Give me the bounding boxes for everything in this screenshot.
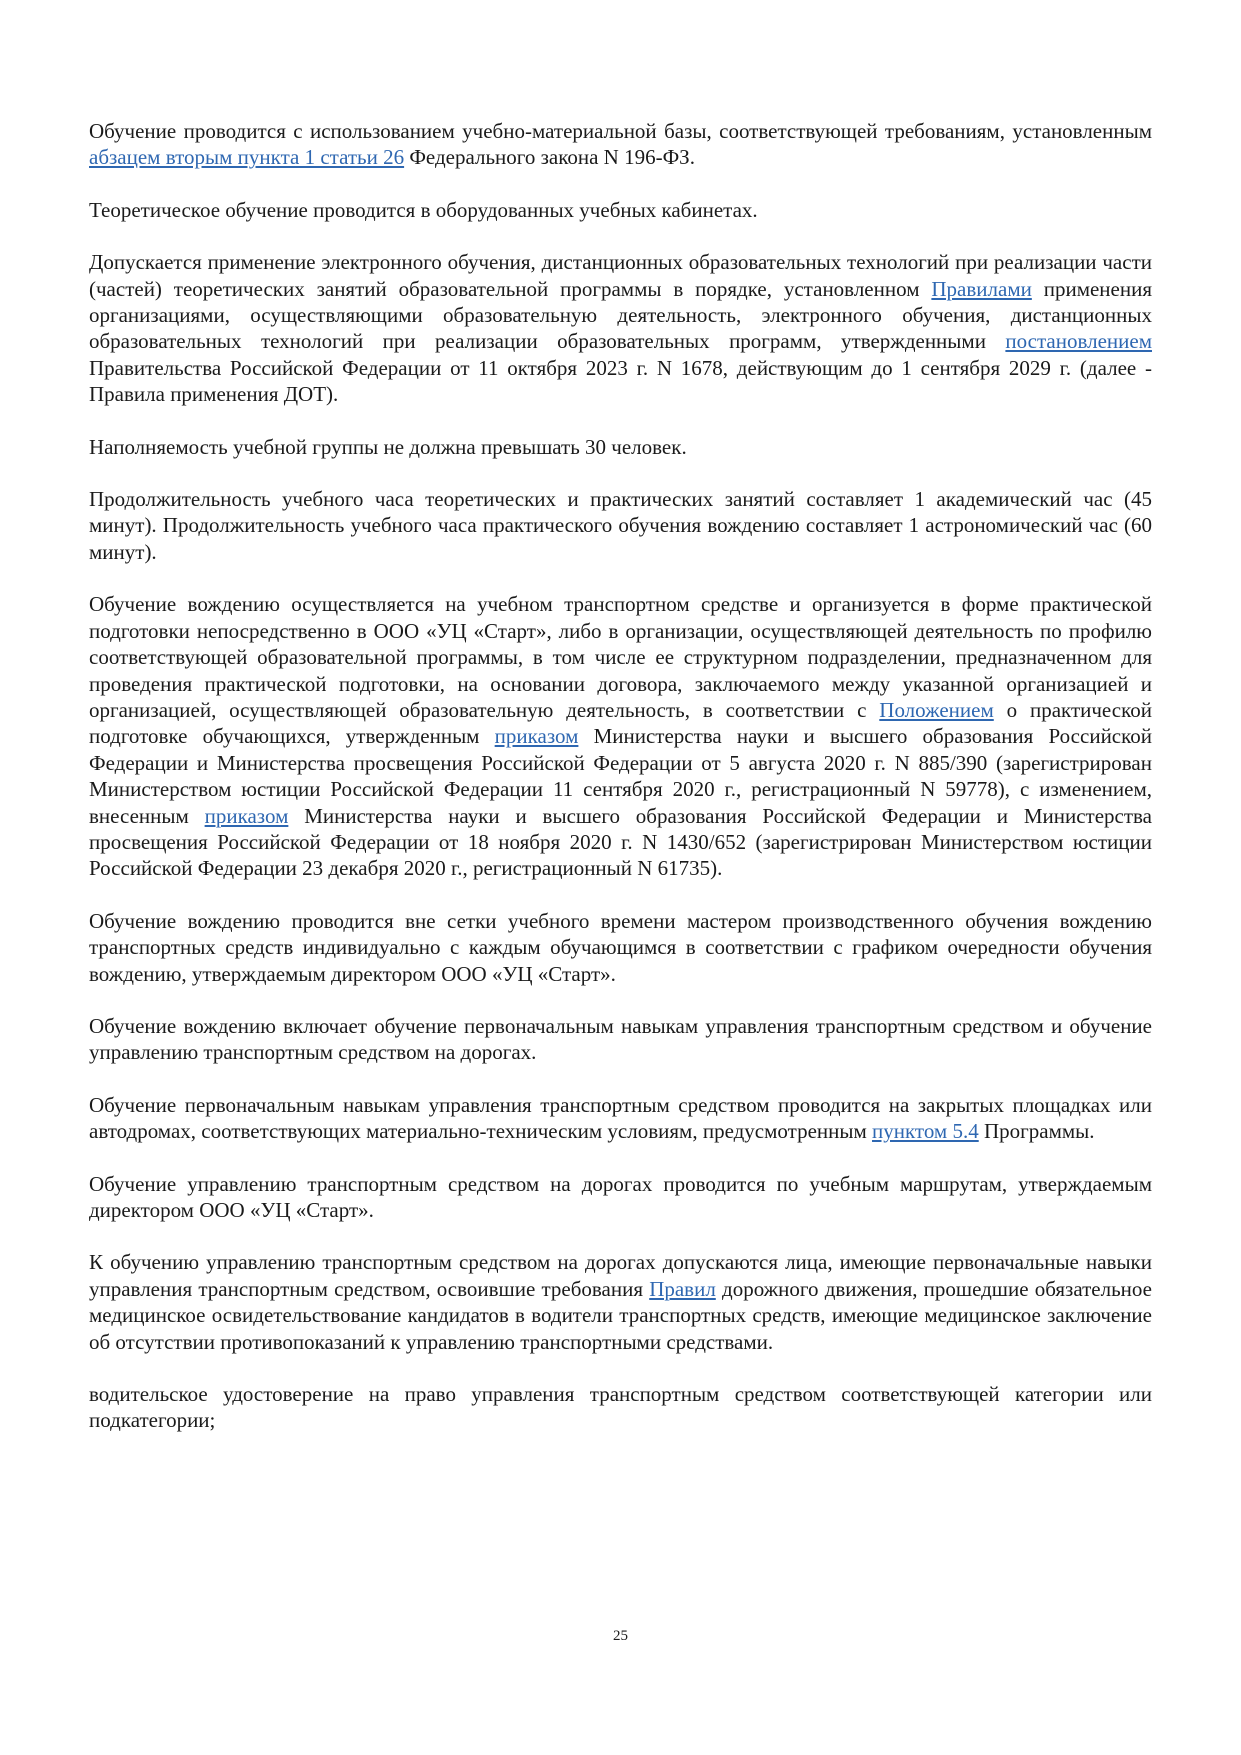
link-federal-law-article-26[interactable]: абзацем вторым пункта 1 статьи 26 <box>89 145 405 170</box>
text: Продолжительность учебного часа теоретических и практических занятий составляет 1 академический час (45 минут). Продолжительность учебного часа практического обучения вождению составляет 1 астрономический час (60 минут). <box>89 487 1152 564</box>
text: Обучение вождению осуществляется на учебном транспортном средстве и организуется в форме практической подготовки непосредственно в ООО «УЦ «Старт», либо в организации, осуществляющей деятельность по профилю соответствующей образовательной программы, в том числе ее структурном подразделении, предназначенном для проведения практической подготовки, на основании договора, заключаемого между указанной организацией и организацией, осуществляющей образовательную деятельность, в соответствии с <box>89 592 1152 722</box>
text: Обучение проводится с использованием учебно-материальной базы, соответствующей требованиям, установленным <box>89 119 1152 143</box>
paragraph-road-admission <box>89 1249 1152 1355</box>
paragraph-material-base <box>89 118 1152 171</box>
text: Министерства науки и высшего образования Российской Федерации и Министерства просвещения Российской Федерации от 5 августа 2020 г. N 885/390 (зарегистрирован Министерством юстиции Российской Федерации 11 сентября 2020 г., регистрационный N 59778), с изменением, внесенным <box>89 724 1152 828</box>
text: К обучению управлению транспортным средством на дорогах допускаются лица, имеющие первоначальные навыки управления транспортным средством, освоившие требования <box>89 1250 1152 1301</box>
link-order-1430-652[interactable]: приказом <box>204 803 289 828</box>
text: водительское удостоверение на право управления транспортным средством соответствующей категории или подкатегории; <box>89 1382 1152 1433</box>
text: Министерства науки и высшего образования Российской Федерации и Министерства просвещения Российской Федерации от 18 ноября 2020 г. N 1430/652 (зарегистрирован Министерством юстиции Российской Федерации 23 декабря 2020 г., регистрационный N 61735). <box>89 803 1152 881</box>
link-regulation[interactable]: Положением <box>879 697 994 722</box>
text: Допускается применение электронного обучения, дистанционных образовательных технологий при реализации части (частей) теоретических занятий образовательной программы в порядке, установленном <box>89 250 1152 301</box>
link-traffic-rules[interactable]: Правил <box>649 1276 716 1301</box>
text: Обучение вождению включает обучение первоначальным навыкам управления транспортным средством и обучение управлению транспортным средством на дорогах. <box>89 1013 1152 1065</box>
text: Правительства Российской Федерации от 11 октября 2023 г. N 1678, действующим до 1 сентября 2029 г. (далее - Правила применения ДОТ). <box>89 355 1152 407</box>
paragraph-group-size <box>89 434 1152 460</box>
text: Программы. <box>978 1119 1095 1144</box>
page-number: 25 <box>613 1628 628 1644</box>
paragraph-road-routes <box>89 1171 1152 1224</box>
text: Наполняемость учебной группы не должна превышать 30 человек. <box>89 434 687 459</box>
paragraph-driver-license <box>89 1381 1152 1434</box>
paragraph-distance-learning <box>89 249 1152 407</box>
text: о практической подготовке обучающихся, утвержденным <box>89 697 1152 749</box>
paragraph-lesson-duration <box>89 486 1152 565</box>
link-rules[interactable]: Правилами <box>931 276 1032 301</box>
paragraph-theoretical-training <box>89 197 1152 223</box>
text: Обучение вождению проводится вне сетки учебного времени мастером производственного обучения вождению транспортных средств индивидуально с каждым обучающимся в соответствии с графиком очередности обучения вождению, утверждаемым директором ООО «УЦ «Старт». <box>89 908 1152 986</box>
link-resolution[interactable]: постановлением <box>1005 329 1152 354</box>
text: Федерального закона N 196-ФЗ. <box>404 145 695 170</box>
text: применения организациями, осуществляющими образовательную деятельность, электронного обучения, дистанционных образовательных технологий при реализации образовательных программ, утвержденными <box>89 276 1153 354</box>
text: Обучение управлению транспортным средством на дорогах проводится по учебным маршрутам, утверждаемым директором ООО «УЦ «Старт». <box>89 1171 1152 1222</box>
document-page <box>89 118 1152 1460</box>
paragraph-initial-skills <box>89 1092 1152 1145</box>
paragraph-driving-includes <box>89 1013 1152 1066</box>
text: Теоретическое обучение проводится в оборудованных учебных кабинетах. <box>89 197 758 222</box>
paragraph-driving-schedule <box>89 908 1152 987</box>
link-item-5-4[interactable]: пунктом 5.4 <box>872 1119 979 1144</box>
text: Обучение первоначальным навыкам управления транспортным средством проводится на закрытых площадках или автодромах, соответствующих материально-техническим условиям, предусмотренным <box>89 1092 1152 1144</box>
text: дорожного движения, прошедшие обязательное медицинское освидетельствование кандидатов в водители транспортных средств, имеющие медицинское заключение об отсутствии противопоказаний к управлению транспортными средствами. <box>89 1276 1152 1354</box>
paragraph-driving-training-organization <box>89 591 1152 881</box>
link-order-885-390[interactable]: приказом <box>494 724 579 749</box>
